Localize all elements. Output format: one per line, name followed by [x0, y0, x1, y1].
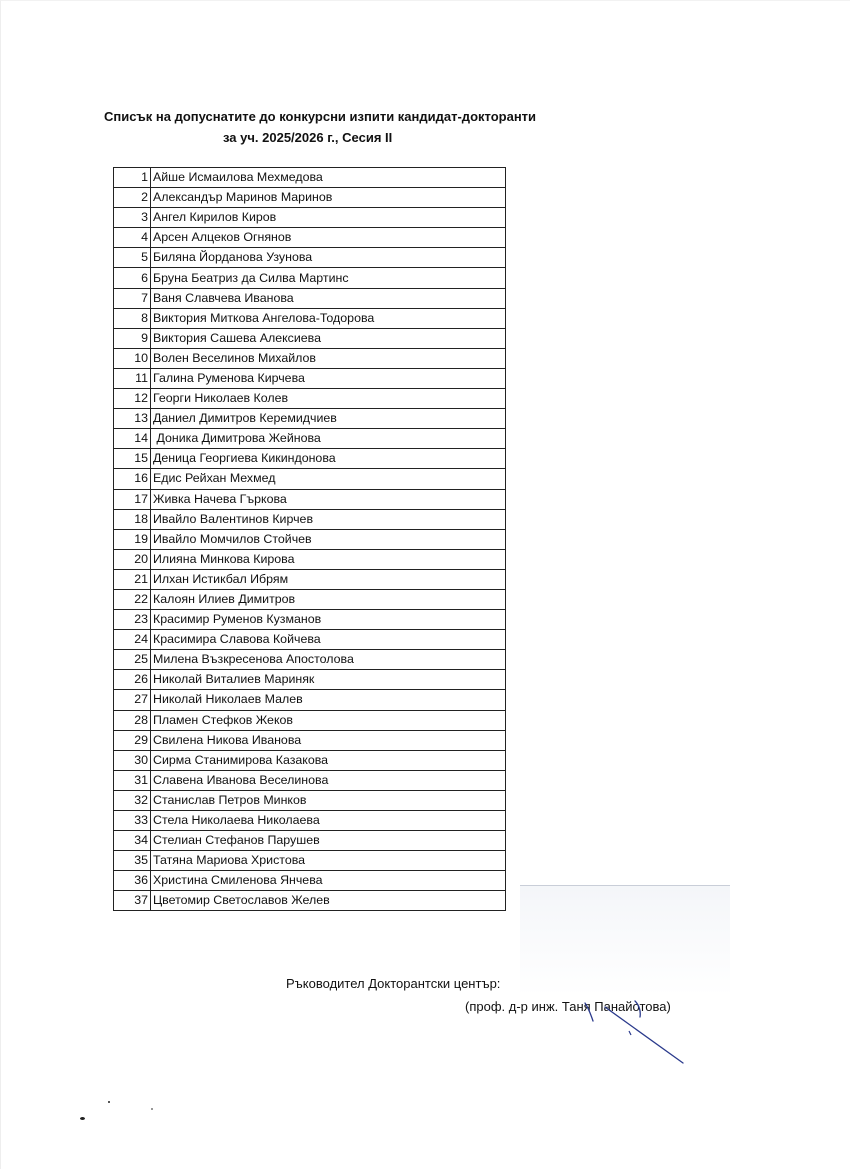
row-number: 15 [114, 449, 151, 469]
signature-role: Ръководител Докторантски център: [286, 976, 501, 991]
row-number: 1 [114, 168, 151, 188]
row-number: 2 [114, 188, 151, 208]
candidate-name: Волен Веселинов Михайлов [151, 348, 506, 368]
row-number: 31 [114, 770, 151, 790]
row-number: 16 [114, 469, 151, 489]
candidate-name: Пламен Стефков Жеков [151, 710, 506, 730]
table-row [114, 208, 506, 228]
table-row [114, 770, 506, 790]
table-row [114, 308, 506, 328]
table-row [114, 630, 506, 650]
candidate-name: Ваня Славчева Иванова [151, 288, 506, 308]
table-row [114, 429, 506, 449]
table-row [114, 871, 506, 891]
table-row [114, 811, 506, 831]
handwritten-signature [575, 995, 695, 1075]
table-row [114, 409, 506, 429]
candidate-name: Стелиан Стефанов Парушев [151, 831, 506, 851]
table-row [114, 650, 506, 670]
candidate-name: Калоян Илиев Димитров [151, 589, 506, 609]
candidate-name: Христина Смиленова Янчева [151, 871, 506, 891]
table-row [114, 449, 506, 469]
candidate-name: Ивайло Валентинов Кирчев [151, 509, 506, 529]
candidate-name: Ивайло Момчилов Стойчев [151, 529, 506, 549]
row-number: 33 [114, 811, 151, 831]
candidate-name: Сирма Станимирова Казакова [151, 750, 506, 770]
candidate-name: Милена Възкресенова Апостолова [151, 650, 506, 670]
candidate-name: Живка Начева Гъркова [151, 489, 506, 509]
candidate-name: Биляна Йорданова Узунова [151, 248, 506, 268]
row-number: 35 [114, 851, 151, 871]
table-row [114, 831, 506, 851]
candidate-name: Николай Виталиев Мариняк [151, 670, 506, 690]
table-row [114, 228, 506, 248]
row-number: 11 [114, 368, 151, 388]
row-number: 14 [114, 429, 151, 449]
table-row [114, 730, 506, 750]
row-number: 28 [114, 710, 151, 730]
row-number: 24 [114, 630, 151, 650]
candidate-name: Александър Маринов Маринов [151, 188, 506, 208]
row-number: 13 [114, 409, 151, 429]
row-number: 8 [114, 308, 151, 328]
candidate-name: Галина Руменова Кирчева [151, 368, 506, 388]
candidate-name: Илияна Минкова Кирова [151, 549, 506, 569]
table-row [114, 891, 506, 911]
candidate-name: Татяна Мариова Христова [151, 851, 506, 871]
row-number: 30 [114, 750, 151, 770]
row-number: 26 [114, 670, 151, 690]
candidate-name: Ангел Кирилов Киров [151, 208, 506, 228]
candidate-name: Доника Димитрова Жейнова [151, 429, 506, 449]
row-number: 18 [114, 509, 151, 529]
row-number: 22 [114, 589, 151, 609]
candidate-name: Бруна Беатриз да Силва Мартинс [151, 268, 506, 288]
row-number: 21 [114, 569, 151, 589]
candidates-table-body [114, 168, 506, 911]
candidate-name: Виктория Сашева Алексиева [151, 328, 506, 348]
table-row [114, 328, 506, 348]
scan-speck [108, 1101, 110, 1103]
document-subtitle: за уч. 2025/2026 г., Сесия II [223, 130, 393, 145]
table-row [114, 168, 506, 188]
row-number: 27 [114, 690, 151, 710]
candidate-name: Славена Иванова Веселинова [151, 770, 506, 790]
row-number: 3 [114, 208, 151, 228]
row-number: 20 [114, 549, 151, 569]
table-row [114, 248, 506, 268]
table-row [114, 569, 506, 589]
stamp-mark [520, 885, 730, 996]
row-number: 36 [114, 871, 151, 891]
table-row [114, 589, 506, 609]
candidate-name: Николай Николаев Малев [151, 690, 506, 710]
candidate-name: Георги Николаев Колев [151, 389, 506, 409]
row-number: 5 [114, 248, 151, 268]
candidate-name: Едис Рейхан Мехмед [151, 469, 506, 489]
row-number: 29 [114, 730, 151, 750]
row-number: 12 [114, 389, 151, 409]
candidate-name: Илхан Истикбал Ибрям [151, 569, 506, 589]
table-row [114, 368, 506, 388]
row-number: 34 [114, 831, 151, 851]
row-number: 4 [114, 228, 151, 248]
table-row [114, 469, 506, 489]
row-number: 17 [114, 489, 151, 509]
candidate-name: Красимира Славова Койчева [151, 630, 506, 650]
table-row [114, 509, 506, 529]
candidate-name: Станислав Петров Минков [151, 790, 506, 810]
row-number: 23 [114, 610, 151, 630]
signature-name: (проф. д-р инж. Таня Панайотова) [465, 999, 671, 1014]
candidate-name: Даниел Димитров Керемидчиев [151, 409, 506, 429]
row-number: 19 [114, 529, 151, 549]
candidate-name: Арсен Алцеков Огнянов [151, 228, 506, 248]
candidate-name: Виктория Миткова Ангелова-Тодорова [151, 308, 506, 328]
table-row [114, 389, 506, 409]
table-row [114, 529, 506, 549]
table-row [114, 790, 506, 810]
scan-speck [80, 1117, 85, 1120]
table-row [114, 690, 506, 710]
candidate-name: Деница Георгиева Кикиндонова [151, 449, 506, 469]
row-number: 10 [114, 348, 151, 368]
table-row [114, 710, 506, 730]
candidate-name: Стела Николаева Николаева [151, 811, 506, 831]
candidate-name: Цветомир Светославов Желев [151, 891, 506, 911]
table-row [114, 610, 506, 630]
table-row [114, 288, 506, 308]
table-row [114, 670, 506, 690]
table-row [114, 851, 506, 871]
row-number: 32 [114, 790, 151, 810]
candidate-name: Айше Исмаилова Мехмедова [151, 168, 506, 188]
row-number: 9 [114, 328, 151, 348]
candidate-name: Красимир Руменов Кузманов [151, 610, 506, 630]
table-row [114, 549, 506, 569]
row-number: 7 [114, 288, 151, 308]
row-number: 6 [114, 268, 151, 288]
scan-speck [151, 1108, 153, 1110]
row-number: 37 [114, 891, 151, 911]
table-row [114, 750, 506, 770]
candidate-name: Свилена Никова Иванова [151, 730, 506, 750]
row-number: 25 [114, 650, 151, 670]
table-row [114, 348, 506, 368]
table-row [114, 268, 506, 288]
table-row [114, 188, 506, 208]
table-row [114, 489, 506, 509]
document-title: Списък на допуснатите до конкурсни изпити кандидат-докторанти [104, 109, 537, 124]
candidates-table [113, 167, 506, 911]
